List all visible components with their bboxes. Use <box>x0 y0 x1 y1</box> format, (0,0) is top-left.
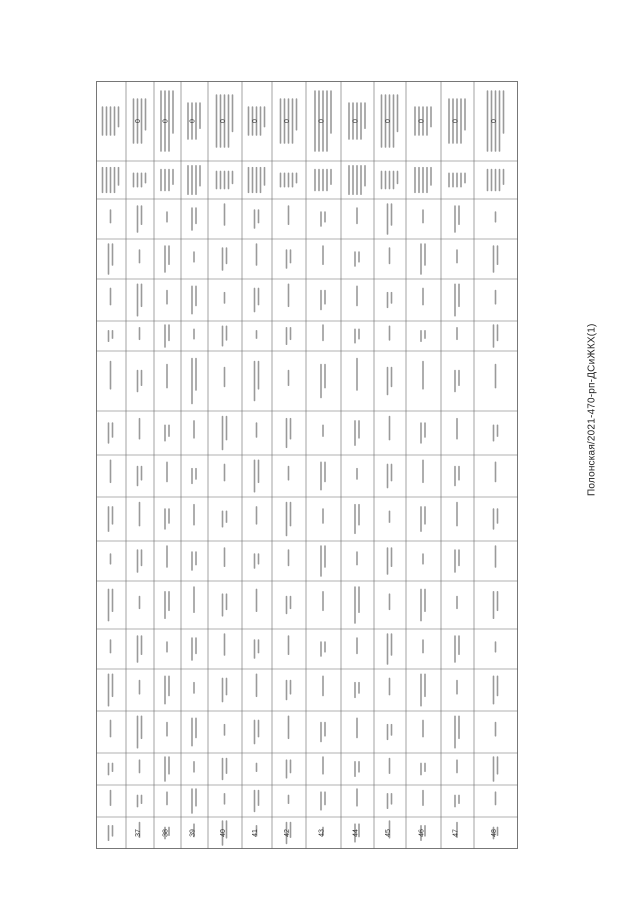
document-side-label: Полонская/2021-470-рп-ДСиЖКХ(1) <box>586 323 598 497</box>
row-number: 41 <box>252 829 259 837</box>
last-column-value: 0 <box>418 119 426 123</box>
last-column-value: 0 <box>135 119 142 123</box>
last-column-value: 0 <box>220 119 227 123</box>
last-column-value: 0 <box>284 119 291 123</box>
row-number: 46 <box>418 829 426 837</box>
last-column-value: 0 <box>352 119 360 123</box>
row-number: 44 <box>352 829 360 837</box>
last-column-value: 0 <box>252 119 259 123</box>
last-column-value: 0 <box>318 119 326 123</box>
last-column-value: 0 <box>385 119 392 123</box>
row-number: 39 <box>189 829 197 837</box>
last-column-value: 0 <box>162 119 170 123</box>
table-grid <box>96 81 518 849</box>
row-number: 40 <box>220 829 227 837</box>
last-column-value: 0 <box>189 119 197 123</box>
last-column-value: 0 <box>452 119 460 123</box>
row-number: 42 <box>284 829 291 837</box>
row-number: 43 <box>318 829 326 837</box>
rotated-table <box>96 81 518 849</box>
row-number: 48 <box>491 829 498 837</box>
row-number: 38 <box>162 829 170 837</box>
row-number: 37 <box>135 829 142 837</box>
row-labels <box>135 119 498 837</box>
last-column-value: 0 <box>491 119 498 123</box>
row-number: 45 <box>385 829 392 837</box>
illegible-cell-text <box>103 91 504 845</box>
row-number: 47 <box>452 829 460 837</box>
